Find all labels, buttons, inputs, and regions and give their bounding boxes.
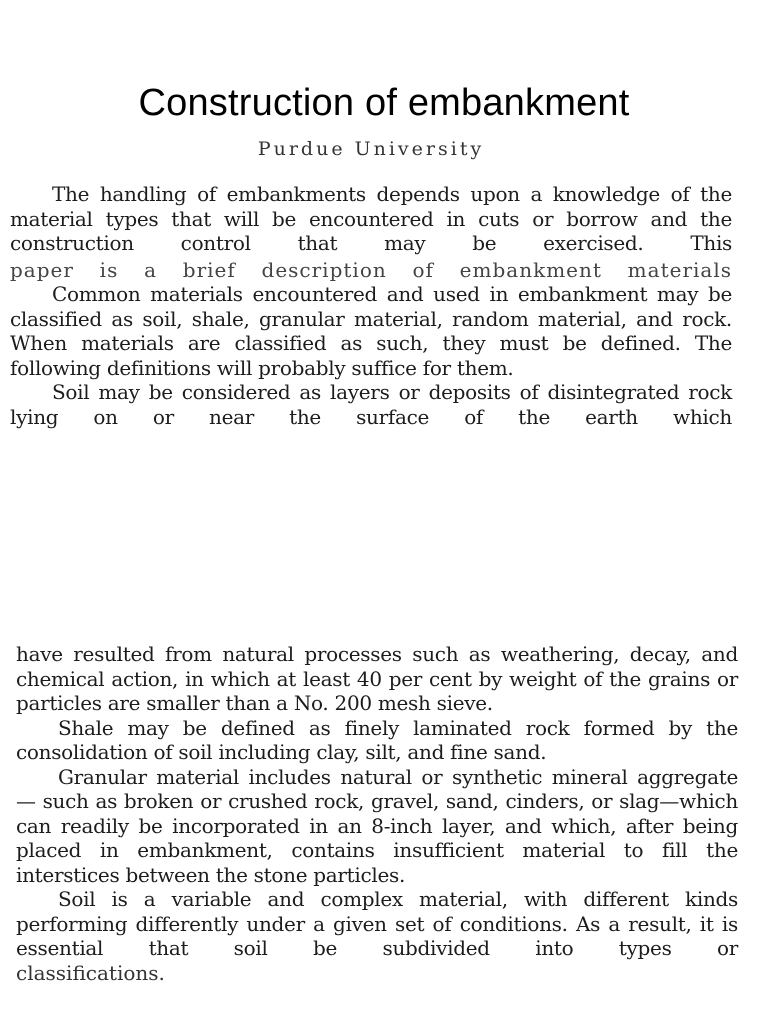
- paragraph-soil-variable: Soil is a variable and complex material, with different kinds performing differently under a given set of conditions. As a result, it is essential that soil be subdivided into types or: [16, 887, 738, 960]
- paragraph-handling-embankments: The handling of embankments depends upon a knowledge of the material types that will be encountered in cuts or borrow and the construction control that may be exercised. This: [10, 182, 732, 255]
- scanned-excerpt-bottom: [16, 640, 738, 1024]
- cut-off-text-line: paper is a brief description of embankment materials: [10, 258, 732, 282]
- paragraph-soil-definition: Soil may be considered as layers or deposits of disintegrated rock lying on or near the surface of the earth which: [10, 380, 732, 429]
- slide-title: Construction of embankment: [138, 82, 630, 124]
- paragraph-granular-material: Granular material includes natural or synthetic mineral aggregate — such as broken or crushed rock, gravel, sand, cinders, or slag—which can readily be incorporated in an 8-inch layer, and which, after being placed in embankment, contains insufficient material to fill the interstices between the stone particles.: [16, 764, 738, 887]
- cut-off-text-line: classifications.: [16, 960, 165, 985]
- scanned-excerpt-middle: [10, 282, 732, 460]
- text-block: [16, 642, 738, 985]
- scanned-excerpt-top: [10, 138, 732, 282]
- paragraph-natural-processes: have resulted from natural processes such as weathering, decay, and chemical action, in which at least 40 per cent by weight of the grains or particles are smaller than a No. 200 mesh sieve.: [16, 642, 738, 715]
- text-block: [10, 282, 732, 429]
- paragraph-shale-definition: Shale may be defined as finely laminated rock formed by the consolidation of soil including clay, silt, and fine sand.: [16, 715, 738, 764]
- cut-off-running-heading: Purdue University: [257, 138, 485, 160]
- paragraph-common-materials: Common materials encountered and used in embankment may be classified as soil, shale, granular material, random material, and rock. When materials are classified as such, they must be defined. The following definitions will probably suffice for them.: [10, 282, 732, 380]
